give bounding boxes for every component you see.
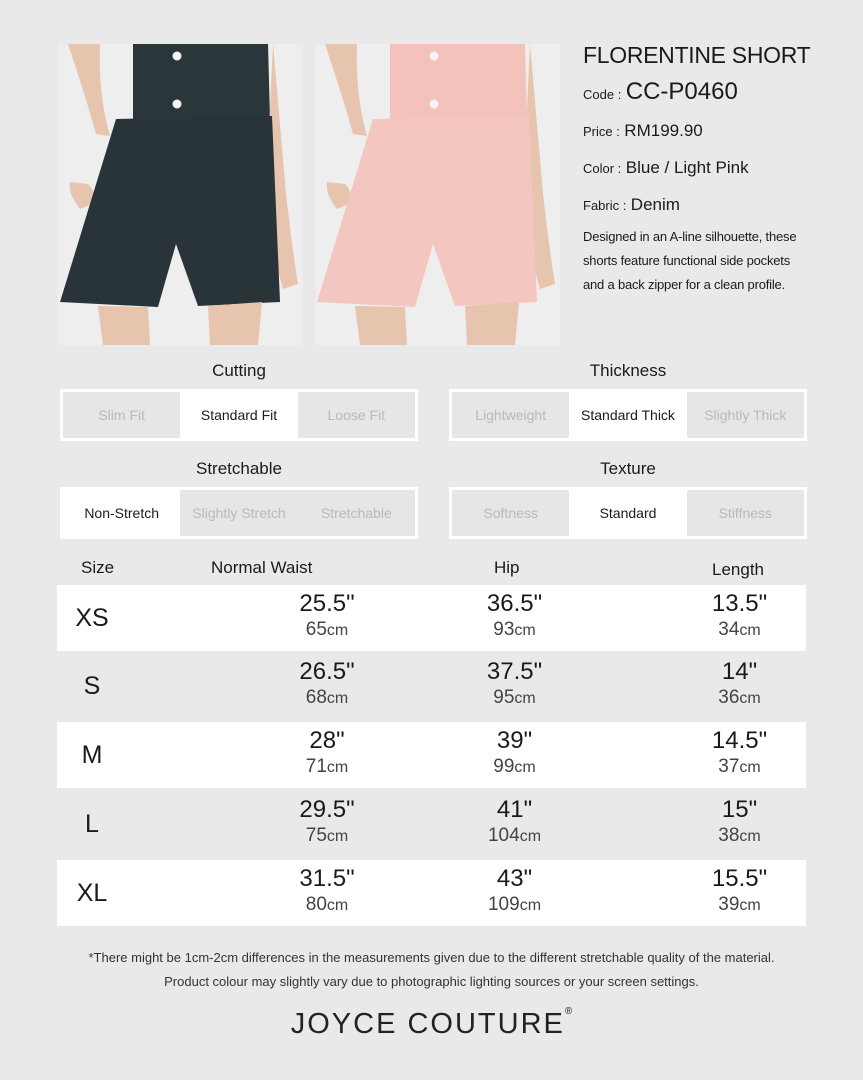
waist-cm-value: 65 <box>305 619 327 640</box>
fabric-value: Denim <box>630 195 680 214</box>
length-cm-value: 39 <box>718 894 740 915</box>
waist-cm-value: 75 <box>305 825 327 846</box>
length-cm <box>682 618 797 643</box>
cutting-option: Standard Fit <box>180 392 297 438</box>
length-cm <box>682 755 797 780</box>
length-cell <box>682 585 797 651</box>
hip-inches: 39" <box>496 727 533 754</box>
waist-cm <box>212 686 442 711</box>
stretchable-option: Slightly Stretch <box>192 505 286 521</box>
length-header: Length <box>712 560 764 579</box>
fabric-label: Fabric : <box>583 198 627 213</box>
length-cm <box>682 824 797 849</box>
length-inches: 14.5" <box>711 727 768 754</box>
cm-unit: cm <box>739 622 761 639</box>
cutting-option: Slim Fit <box>98 407 145 423</box>
cm-unit: cm <box>326 828 349 845</box>
hip-cm-value: 109 <box>487 894 520 915</box>
hip-cell <box>457 722 572 788</box>
product-photo-pink <box>315 44 560 345</box>
cm-unit: cm <box>514 622 536 639</box>
size-header: Size <box>81 558 115 577</box>
waist-cell <box>212 791 442 857</box>
hip-cm <box>457 618 572 643</box>
cm-unit: cm <box>519 828 542 845</box>
waist-cell <box>212 585 442 651</box>
hip-cell <box>457 791 572 857</box>
length-cm-value: 36 <box>718 687 740 708</box>
thickness-scale <box>449 389 807 441</box>
waist-cell <box>212 860 442 926</box>
registered-mark: ® <box>564 1006 573 1017</box>
colour-note: Product colour may slightly vary due to photographic lighting sources or your screen settings. <box>164 974 699 989</box>
size-label: M <box>81 740 103 769</box>
thickness-title: Thickness <box>589 361 667 380</box>
hip-header: Hip <box>494 558 520 577</box>
waist-inches: 29.5" <box>299 796 355 823</box>
waist-cell <box>212 722 442 788</box>
length-inches: 14" <box>721 658 758 685</box>
hip-cm-value: 104 <box>487 825 520 846</box>
cm-unit: cm <box>739 690 761 707</box>
size-row <box>57 860 806 926</box>
cm-unit: cm <box>326 759 349 776</box>
cutting-scale <box>60 389 418 441</box>
waist-inches: 28" <box>309 727 345 754</box>
texture-option: Softness <box>483 505 538 521</box>
hip-cm-value: 99 <box>493 756 515 777</box>
cm-unit: cm <box>326 622 349 639</box>
texture-option: Stiffness <box>718 505 773 521</box>
waist-cell <box>212 653 442 719</box>
hip-cm <box>457 755 572 780</box>
cutting-option: Loose Fit <box>327 407 386 423</box>
cm-unit: cm <box>514 690 536 707</box>
hip-inches: 37.5" <box>486 658 543 685</box>
size-row <box>57 791 806 857</box>
length-cm-value: 37 <box>718 756 740 777</box>
waist-cm <box>212 893 442 918</box>
measurement-note: *There might be 1cm-2cm differences in the measurements given due to the different stretchable quality of the material. <box>88 950 775 965</box>
texture-scale <box>449 487 807 539</box>
length-cm-value: 34 <box>718 619 740 640</box>
product-info <box>583 40 823 297</box>
stretchable-option: Stretchable <box>320 505 392 521</box>
hip-inches: 43" <box>496 865 533 892</box>
product-code <box>583 79 823 108</box>
waist-inches: 25.5" <box>299 590 355 617</box>
cm-unit: cm <box>326 897 349 914</box>
size-row <box>57 653 806 719</box>
length-cm <box>682 686 797 711</box>
hip-cell <box>457 585 572 651</box>
cm-unit: cm <box>739 828 761 845</box>
length-cell <box>682 653 797 719</box>
cm-unit: cm <box>519 897 542 914</box>
waist-cm <box>212 618 442 643</box>
thickness-option: Lightweight <box>475 407 547 423</box>
length-inches: 15.5" <box>711 865 768 892</box>
cm-unit: cm <box>739 897 761 914</box>
size-label: XL <box>76 878 108 907</box>
hip-cm <box>457 824 572 849</box>
size-label: XS <box>75 603 109 632</box>
hip-cell <box>457 860 572 926</box>
texture-option: Standard <box>569 490 686 536</box>
hip-cm <box>457 893 572 918</box>
product-description <box>583 225 823 297</box>
hip-inches: 41" <box>496 796 533 823</box>
length-inches: 13.5" <box>711 590 768 617</box>
texture-title: Texture <box>600 459 656 478</box>
stretchable-scale <box>60 487 418 539</box>
length-cell <box>682 860 797 926</box>
product-title: FLORENTINE SHORT <box>583 42 811 68</box>
length-cm <box>682 893 797 918</box>
size-row <box>57 585 806 651</box>
hip-cell <box>457 653 572 719</box>
color-value: Blue / Light Pink <box>625 158 749 177</box>
code-label: Code : <box>583 87 622 102</box>
hip-inches: 36.5" <box>486 590 543 617</box>
length-cell <box>682 791 797 857</box>
size-label: S <box>83 671 101 700</box>
thickness-option: Standard Thick <box>569 392 686 438</box>
product-fabric <box>583 192 823 219</box>
brand-name: JOYCE COUTURE <box>290 1008 565 1040</box>
cm-unit: cm <box>326 690 349 707</box>
product-photo-blue <box>58 44 303 345</box>
waist-cm-value: 68 <box>305 687 327 708</box>
cm-unit: cm <box>739 759 761 776</box>
length-cm-value: 38 <box>718 825 740 846</box>
cutting-title: Cutting <box>212 361 266 380</box>
description-line: Designed in an A-line silhouette, these <box>583 229 797 244</box>
product-color <box>583 155 823 182</box>
waist-cm-value: 71 <box>305 756 327 777</box>
waist-cm <box>212 824 442 849</box>
hip-cm-value: 95 <box>493 687 515 708</box>
length-cell <box>682 722 797 788</box>
waist-cm <box>212 755 442 780</box>
price-value: RM199.90 <box>624 121 703 140</box>
waist-cm-value: 80 <box>305 894 327 915</box>
size-row <box>57 722 806 788</box>
stretchable-title: Stretchable <box>196 459 282 478</box>
cm-unit: cm <box>514 759 536 776</box>
product-price <box>583 118 823 145</box>
waist-inches: 26.5" <box>299 658 355 685</box>
brand-logo <box>0 1008 863 1041</box>
thickness-option: Slightly Thick <box>704 407 787 423</box>
color-label: Color : <box>583 161 622 176</box>
price-label: Price : <box>583 124 620 139</box>
waist-header: Normal Waist <box>211 558 313 577</box>
code-value: CC-P0460 <box>625 78 738 105</box>
length-inches: 15" <box>721 796 758 823</box>
hip-cm-value: 93 <box>493 619 515 640</box>
stretchable-option: Non-Stretch <box>63 490 180 536</box>
waist-inches: 31.5" <box>299 865 355 892</box>
description-line: shorts feature functional side pockets <box>583 253 791 268</box>
hip-cm <box>457 686 572 711</box>
size-label: L <box>85 809 99 838</box>
description-line: and a back zipper for a clean profile. <box>583 277 785 292</box>
